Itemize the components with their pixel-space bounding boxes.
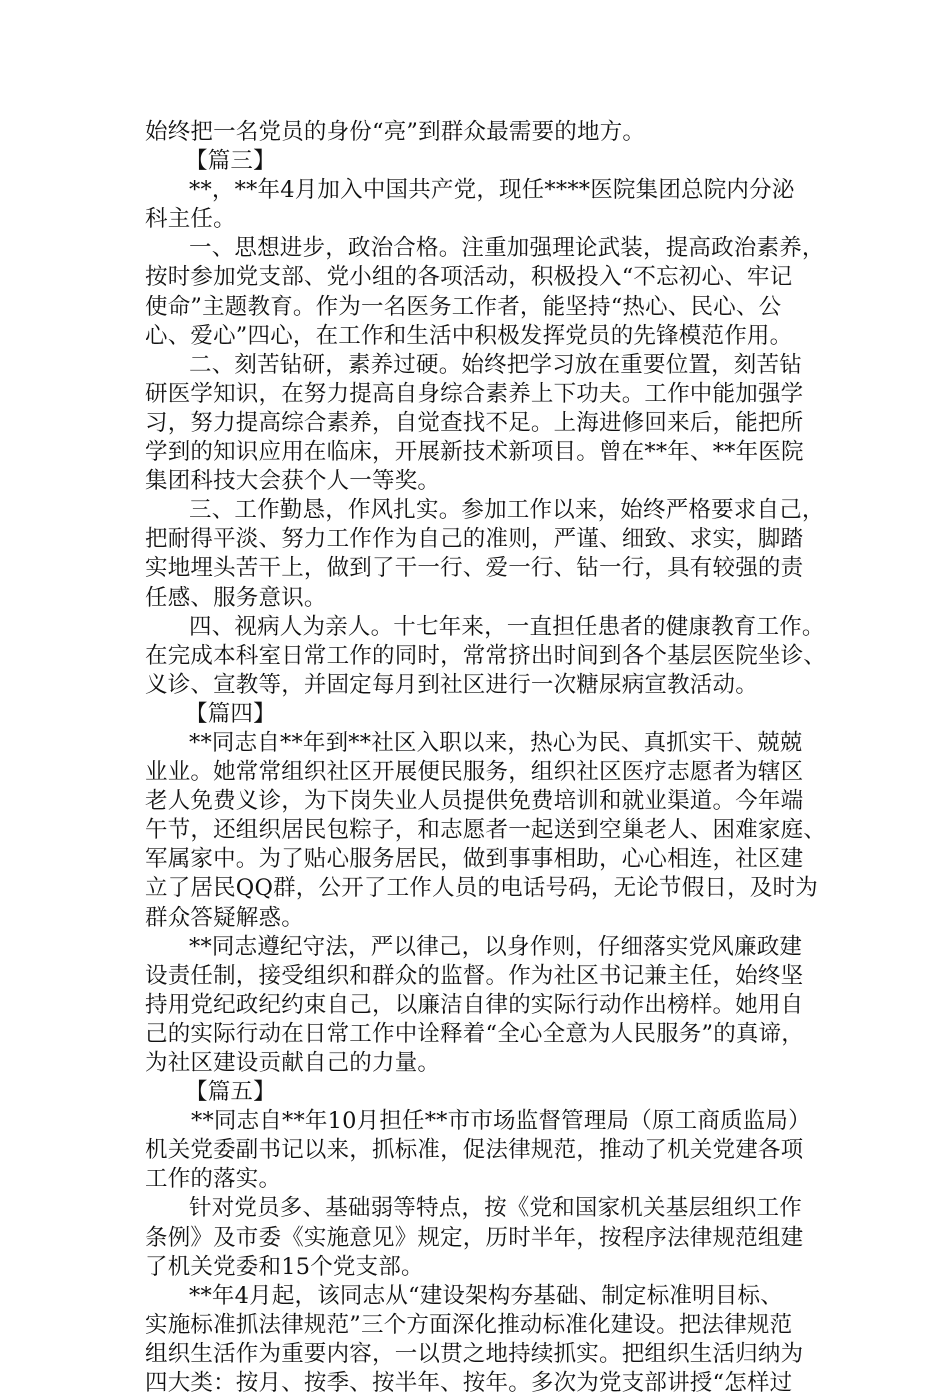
text-line: 业业。她常常组织社区开展便民服务，组织社区医疗志愿者为辖区 (145, 759, 804, 786)
text-line: 三、工作勤恳，作风扎实。参加工作以来，始终严格要求自己， (189, 497, 825, 524)
text-line: 持用党纪政纪约束自己，以廉洁自律的实际行动作出榜样。她用自 (145, 991, 804, 1018)
text-line: 按时参加党支部、党小组的各项活动，积极投入“不忘初心、牢记 (145, 264, 793, 291)
text-line: 四、视病人为亲人。十七年来，一直担任患者的健康教育工作。 (189, 613, 825, 640)
section-heading: 【篇五】 (185, 1079, 276, 1106)
text-line: **，**年4月加入中国共产党，现任****医院集团总院内分泌 (189, 177, 795, 204)
text-line: 使命”主题教育。作为一名医务工作者，能坚持“热心、民心、公 (145, 293, 782, 320)
text-line: 学到的知识应用在临床，开展新技术新项目。曾在**年、**年医院 (145, 439, 804, 466)
text-line: 组织生活作为重要内容，一以贯之地持续抓实。把组织生活归纳为 (145, 1340, 804, 1367)
text-line: 心、爱心”四心，在工作和生活中积极发挥党员的先锋模范作用。 (145, 322, 793, 349)
text-line: 集团科技大会获个人一等奖。 (145, 468, 441, 495)
text-line: 工作的落实。 (145, 1166, 282, 1193)
text-line: 针对党员多、基础弱等特点，按《党和国家机关基层组织工作 (189, 1195, 802, 1222)
text-line: **同志自**年10月担任**市市场监督管理局（原工商质监局） (191, 1108, 811, 1135)
section-heading: 【篇四】 (185, 700, 276, 727)
text-line: 在完成本科室日常工作的同时，常常挤出时间到各个基层医院坐诊、 (145, 642, 827, 669)
text-line: 老人免费义诊，为下岗失业人员提供免费培训和就业渠道。今年端 (145, 788, 804, 815)
text-line: 二、刻苦钻研，素养过硬。始终把学习放在重要位置，刻苦钻 (189, 351, 802, 378)
text-line: 了机关党委和15个党支部。 (145, 1253, 424, 1280)
text-line: 实施标准抓法律规范”三个方面深化推动标准化建设。把法律规范 (145, 1311, 793, 1338)
document-body-text (145, 118, 835, 1398)
text-line: 四大类：按月、按季、按半年、按年。多次为党支部讲授“怎样过 (145, 1370, 793, 1397)
text-line: 机关党委副书记以来，抓标准，促法律规范，推动了机关党建各项 (145, 1137, 804, 1164)
text-line: 午节，还组织居民包粽子，和志愿者一起送到空巢老人、困难家庭、 (145, 817, 827, 844)
text-line: 科主任。 (145, 206, 236, 233)
text-line: 群众答疑解惑。 (145, 904, 304, 931)
section-heading: 【篇三】 (185, 148, 276, 175)
text-line: 习，努力提高综合素养，自觉查找不足。上海进修回来后，能把所 (145, 409, 804, 436)
text-line: 立了居民QQ群，公开了工作人员的电话号码，无论节假日，及时为 (145, 875, 818, 902)
text-line: 己的实际行动在日常工作中诠释着“全心全意为人民服务”的真谛， (145, 1020, 805, 1047)
text-line: 为社区建设贡献自己的力量。 (145, 1050, 441, 1076)
text-line: 把耐得平淡、努力工作作为自己的准则，严谨、细致、求实，脚踏 (145, 526, 804, 553)
text-line: 研医学知识，在努力提高自身综合素养上下功夫。工作中能加强学 (145, 380, 804, 407)
text-line: **同志遵纪守法，严以律己，以身作则，仔细落实党风廉政建 (189, 933, 803, 960)
text-line: 军属家中。为了贴心服务居民，做到事事相助，心心相连，社区建 (145, 846, 804, 873)
text-line: 一、思想进步，政治合格。注重加强理论武装，提高政治素养， (189, 235, 825, 262)
text-line: 任感、服务意识。 (145, 584, 327, 611)
text-line: 义诊、宣教等，并固定每月到社区进行一次糖尿病宣教活动。 (145, 671, 758, 698)
text-line: 设责任制，接受组织和群众的监督。作为社区书记兼主任，始终坚 (145, 962, 804, 989)
text-line: **年4月起，该同志从“建设架构夯基础、制定标准明目标、 (189, 1282, 783, 1309)
text-line: **同志自**年到**社区入职以来，热心为民、真抓实干、兢兢 (189, 729, 803, 756)
text-line: 条例》及市委《实施意见》规定，历时半年，按程序法律规范组建 (145, 1224, 804, 1251)
text-line: 实地埋头苦干上，做到了干一行、爱一行、钻一行，具有较强的责 (145, 555, 804, 582)
text-line: 始终把一名党员的身份“亮”到群众最需要的地方。 (145, 119, 646, 145)
